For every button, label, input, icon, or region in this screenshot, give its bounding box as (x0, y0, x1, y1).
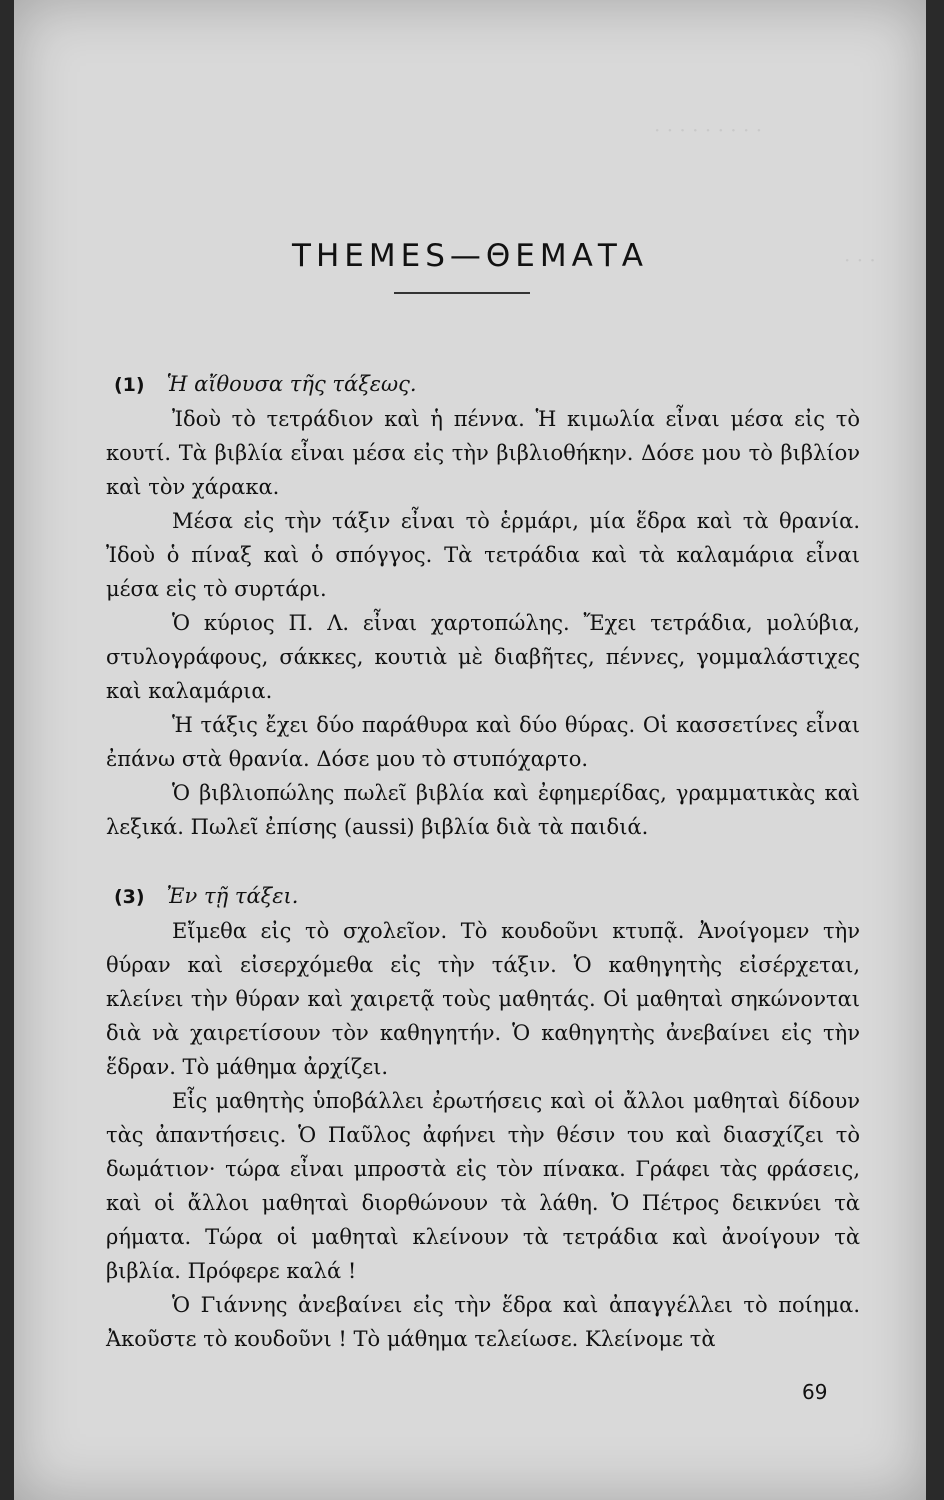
section-1-body (106, 402, 860, 844)
section-3-body (106, 914, 860, 1356)
book-page (14, 0, 926, 1500)
section-number: (1) (114, 374, 145, 396)
heading-rule (394, 292, 530, 294)
page-heading: THEMES—ΘΕΜΑΤΑ (292, 238, 648, 274)
paragraph: Εἷς μαθητὴς ὑποβάλλει ἐρωτήσεις καὶ οἱ ἄλλοι μαθηταὶ δίδουν τὰς ἀπαντήσεις. Ὁ Παῦλος ἀφήνει τὴν θέσιν του καὶ διασχίζει τὸ δωμάτιον· τώρα εἶναι μπροστὰ εἰς τὸν πίνακα. Γράφει τὰς φράσεις, καὶ οἱ ἄλλοι μαθηταὶ διορθώνουν τὰ λάθη. Ὁ Πέτρος δεικνύει τὰ ρήματα. Τώρα οἱ μαθηταὶ κλείνουν τὰ τετράδια καὶ ἀνοίγουν τὰ βιβλία. Πρόφερε καλά ! (106, 1089, 860, 1283)
page-number: 69 (802, 1380, 828, 1404)
show-through-text: · · · · · · · · · (654, 118, 763, 142)
paragraph: Ὁ Γιάννης ἀνεβαίνει εἰς τὴν ἕδρα καὶ ἀπαγγέλλει τὸ ποίημα. Ἀκοῦστε τὸ κουδοῦνι ! Τὸ μάθημα τελείωσε. Κλείνομε τὰ (106, 1293, 860, 1351)
paragraph: Ὁ κύριος Π. Λ. εἶναι χαρτοπώλης. Ἔχει τετράδια, μολύβια, στυλογράφους, σάκκες, κουτιὰ μὲ διαβῆτες, πέννες, γομμαλάστιχες καὶ καλαμάρια. (106, 611, 860, 703)
paragraph: Μέσα εἰς τὴν τάξιν εἶναι τὸ ἑρμάρι, μία ἕδρα καὶ τὰ θρανία. Ἰδοὺ ὁ πίναξ καὶ ὁ σπόγγος. Τὰ τετράδια καὶ τὰ καλαμάρια εἶναι μέσα εἰς τὸ συρτάρι. (106, 509, 860, 601)
section-1-header (114, 372, 417, 396)
section-title: Ἡ αἴθουσα τῆς τάξεως. (166, 372, 417, 396)
show-through-text: · · · (844, 248, 876, 272)
section-number: (3) (114, 886, 145, 908)
paragraph: Ἰδοὺ τὸ τετράδιον καὶ ἡ πέννα. Ἡ κιμωλία εἶναι μέσα εἰς τὸ κουτί. Τὰ βιβλία εἶναι μέσα εἰς τὴν βιβλιοθήκην. Δόσε μου τὸ βιβλίον καὶ τὸν χάρακα. (106, 407, 860, 499)
paragraph: Ὁ βιβλιοπώλης πωλεῖ βιβλία καὶ ἐφημερίδας, γραμματικὰς καὶ λεξικά. Πωλεῖ ἐπίσης (aussi) βιβλία διὰ τὰ παιδιά. (106, 781, 860, 839)
section-title: Ἐν τῇ τάξει. (166, 884, 299, 908)
section-3-header (114, 884, 298, 908)
paragraph: Ἡ τάξις ἔχει δύο παράθυρα καὶ δύο θύρας. Οἱ κασσετίνες εἶναι ἐπάνω στὰ θρανία. Δόσε μου τὸ στυπόχαρτο. (106, 713, 860, 771)
paragraph: Εἴμεθα εἰς τὸ σχολεῖον. Τὸ κουδοῦνι κτυπᾷ. Ἀνοίγομεν τὴν θύραν καὶ εἰσερχόμεθα εἰς τὴν τάξιν. Ὁ καθηγητὴς εἰσέρχεται, κλείνει τὴν θύραν καὶ χαιρετᾷ τοὺς μαθητάς. Οἱ μαθηταὶ σηκώνονται διὰ νὰ χαιρετίσουν τὸν καθηγητήν. Ὁ καθηγητὴς ἀνεβαίνει εἰς τὴν ἕδραν. Τὸ μάθημα ἀρχίζει. (106, 919, 860, 1079)
